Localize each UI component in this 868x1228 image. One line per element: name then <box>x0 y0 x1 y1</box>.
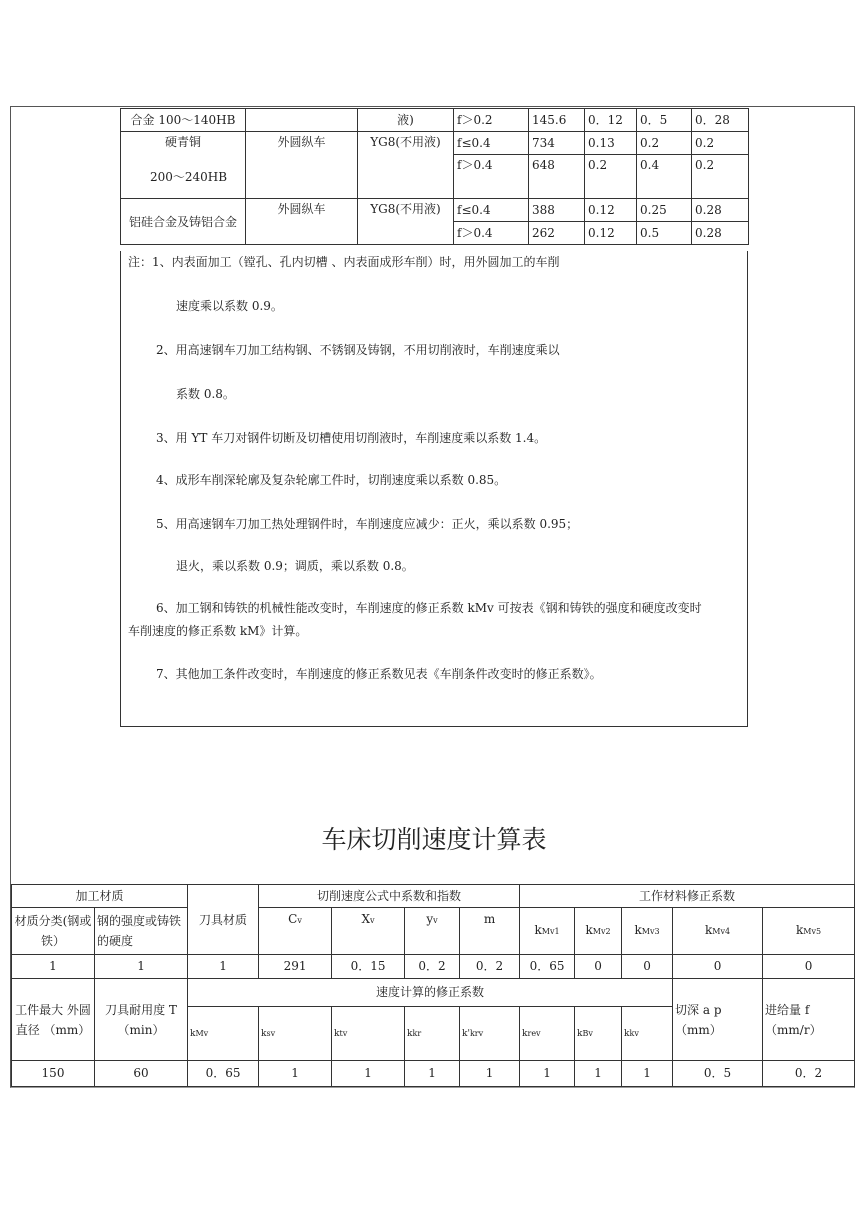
k3-sub: Mv3 <box>641 927 660 936</box>
table-row <box>121 132 749 155</box>
xv-label: X <box>361 912 371 926</box>
feed-cell: f＞0.4 <box>454 155 529 199</box>
feed-cell: f＞0.2 <box>454 109 529 132</box>
value-cell: 0.2 <box>692 155 749 199</box>
value-cell: 0．15 <box>332 955 405 979</box>
value-cell: 262 <box>529 222 585 245</box>
value-cell: 0．5 <box>673 1061 763 1087</box>
value-cell: 1 <box>575 1061 622 1087</box>
value-cell: 0.13 <box>585 132 637 155</box>
value-cell: 0．2 <box>460 955 520 979</box>
value-cell: 0 <box>673 955 763 979</box>
cutting-speed-reference-table <box>120 108 749 245</box>
corr-sub: sv <box>266 1029 276 1038</box>
m-header: m <box>460 908 520 955</box>
value-cell: 0．28 <box>692 109 749 132</box>
feed-cell: f＞0.4 <box>454 222 529 245</box>
k-rev-header <box>520 1007 575 1061</box>
k2-label: k <box>585 923 593 937</box>
feed-cell: f≤0.4 <box>454 199 529 222</box>
value-cell: 1 <box>460 1061 520 1087</box>
header-row <box>12 908 855 955</box>
xv-sub: v <box>370 916 375 925</box>
value-cell: 0.12 <box>585 222 637 245</box>
corr-sub: Mv <box>195 1029 209 1038</box>
corr-label: k <box>407 1029 413 1039</box>
corr-sub: rev <box>527 1029 541 1038</box>
value-cell: 1 <box>95 955 188 979</box>
material-name: 硬青铜 <box>164 135 201 149</box>
process-cell <box>246 109 358 132</box>
value-cell: 1 <box>259 1061 332 1087</box>
tool-cell: 液) <box>358 109 454 132</box>
corr-label: k <box>577 1029 583 1039</box>
process-cell: 外圆纵车 <box>246 199 358 245</box>
value-cell: 0.28 <box>692 199 749 222</box>
value-cell: 0．65 <box>188 1061 259 1087</box>
value-cell: 0.28 <box>692 222 749 245</box>
k-kr-header <box>405 1007 460 1061</box>
k4-label: k <box>704 923 713 937</box>
corr-sub: tv <box>339 1029 348 1038</box>
k-kv-header <box>622 1007 673 1061</box>
strength-header: 钢的强度或铸铁的硬度 <box>95 908 188 955</box>
tool-cell: YG8(不用液) <box>358 132 454 199</box>
value-cell: 150 <box>12 1061 95 1087</box>
corr-sub: kr <box>412 1029 422 1038</box>
k1-label: k <box>534 923 542 937</box>
note-2-cont: 系数 0.8。 <box>176 387 235 401</box>
value-cell: 1 <box>405 1061 460 1087</box>
material-cell: 合金 100～140HB <box>121 109 246 132</box>
feed-cell: f≤0.4 <box>454 132 529 155</box>
table-row <box>121 109 749 132</box>
value-cell: 1 <box>332 1061 405 1087</box>
corr-sub: kv <box>629 1029 639 1038</box>
process-cell: 外圆纵车 <box>246 132 358 199</box>
k-tv-header <box>332 1007 405 1061</box>
value-cell: 291 <box>259 955 332 979</box>
tool-cell: YG8(不用液) <box>358 199 454 245</box>
note-6-cont: 车削速度的修正系数 kM》计算。 <box>128 624 308 638</box>
cv-label: C <box>288 912 298 926</box>
k-bv-header <box>575 1007 622 1061</box>
k4-sub: Mv4 <box>712 927 731 936</box>
material-group-header: 加工材质 <box>12 885 188 908</box>
diameter-header: 工件最大 外圆直径 （mm） <box>12 979 95 1061</box>
value-cell: 1 <box>188 955 259 979</box>
table-row <box>121 199 749 222</box>
xv-header <box>332 908 405 955</box>
value-cell: 145.6 <box>529 109 585 132</box>
k5-label: k <box>795 923 804 937</box>
material-cell <box>121 132 246 199</box>
value-cell: 0．2 <box>405 955 460 979</box>
k3-label: k <box>634 923 642 937</box>
value-cell: 0．65 <box>520 955 575 979</box>
value-cell: 1 <box>622 1061 673 1087</box>
feed-header: 进给量 f （mm/r） <box>763 979 855 1061</box>
corr-label: k <box>522 1029 528 1039</box>
note-1: 注：1、内表面加工（镗孔、孔内切槽 、内表面成形车削）时，用外圆加工的车削 <box>128 255 560 269</box>
page-title: 车床切削速度计算表 <box>321 825 547 854</box>
note-4: 4、成形车削深轮廓及复杂轮廓工件时，切削速度乘以系数 0.85。 <box>156 473 507 487</box>
notes-box <box>120 251 748 727</box>
k-krv-header <box>460 1007 520 1061</box>
material-cell: 铝硅合金及铸铝合金 <box>121 199 246 245</box>
value-cell: 0．2 <box>763 1061 855 1087</box>
value-cell: 0.5 <box>637 222 692 245</box>
header-row <box>12 979 855 1007</box>
value-cell: 60 <box>95 1061 188 1087</box>
value-cell: 0 <box>575 955 622 979</box>
yv-header <box>405 908 460 955</box>
yv-sub: v <box>433 916 438 925</box>
speed-correction-header: 速度计算的修正系数 <box>188 979 673 1007</box>
corr-label: k' <box>462 1029 470 1039</box>
corr-sub: Bv <box>582 1029 593 1038</box>
value-cell: 388 <box>529 199 585 222</box>
speed-calc-table <box>11 884 855 1087</box>
k1-sub: Mv1 <box>541 927 560 936</box>
value-cell: 0.4 <box>637 155 692 199</box>
k1-header <box>520 908 575 955</box>
note-6: 6、加工钢和铸铁的机械性能改变时，车削速度的修正系数 kMv 可按表《钢和铸铁的强度和硬度改变时 <box>156 601 702 615</box>
table-row <box>12 955 855 979</box>
value-cell: 0 <box>622 955 673 979</box>
k5-sub: Mv5 <box>803 927 822 936</box>
value-cell: 0 <box>763 955 855 979</box>
note-5-cont: 退火，乘以系数 0.9；调质，乘以系数 0.8。 <box>176 559 414 573</box>
tool-life-header: 刀具耐用度 T （min） <box>95 979 188 1061</box>
depth-header: 切深 a p （mm） <box>673 979 763 1061</box>
header-row <box>12 885 855 908</box>
value-cell: 0．12 <box>585 109 637 132</box>
tool-material-header: 刀具材质 <box>188 885 259 955</box>
value-cell: 1 <box>520 1061 575 1087</box>
note-5: 5、用高速钢车刀加工热处理钢件时，车削速度应减少：正火，乘以系数 0.95； <box>156 517 579 531</box>
value-cell: 648 <box>529 155 585 199</box>
value-cell: 0.25 <box>637 199 692 222</box>
formula-group-header: 切削速度公式中系数和指数 <box>259 885 520 908</box>
corr-sub: krv <box>469 1029 484 1038</box>
material-hardness: 200～240HB <box>150 170 228 184</box>
k-mv-header <box>188 1007 259 1061</box>
k2-sub: Mv2 <box>592 927 611 936</box>
k2-header <box>575 908 622 955</box>
k3-header <box>622 908 673 955</box>
corr-label: k <box>624 1029 630 1039</box>
k4-header <box>673 908 763 955</box>
value-cell: 0．5 <box>637 109 692 132</box>
workmat-group-header: 工作材料修正系数 <box>520 885 855 908</box>
corr-label: k <box>261 1029 267 1039</box>
note-3: 3、用 YT 车刀对钢件切断及切槽使用切削液时，车削速度乘以系数 1.4。 <box>156 431 547 445</box>
value-cell: 0.12 <box>585 199 637 222</box>
k-sv-header <box>259 1007 332 1061</box>
note-2: 2、用高速钢车刀加工结构钢、不锈钢及铸钢，不用切削液时，车削速度乘以 <box>156 343 560 357</box>
corr-label: k <box>190 1029 196 1039</box>
value-cell: 1 <box>12 955 95 979</box>
cv-sub: v <box>297 916 302 925</box>
value-cell: 0.2 <box>585 155 637 199</box>
k5-header <box>763 908 855 955</box>
table-row <box>12 1061 855 1087</box>
note-7: 7、其他加工条件改变时，车削速度的修正系数见表《车削条件改变时的修正系数》。 <box>156 667 602 681</box>
value-cell: 734 <box>529 132 585 155</box>
value-cell: 0.2 <box>637 132 692 155</box>
yv-label: y <box>426 912 434 926</box>
cv-header <box>259 908 332 955</box>
value-cell: 0.2 <box>692 132 749 155</box>
note-1-cont: 速度乘以系数 0.9。 <box>176 299 283 313</box>
class-header: 材质分类(钢或铁） <box>12 908 95 955</box>
corr-label: k <box>334 1029 340 1039</box>
